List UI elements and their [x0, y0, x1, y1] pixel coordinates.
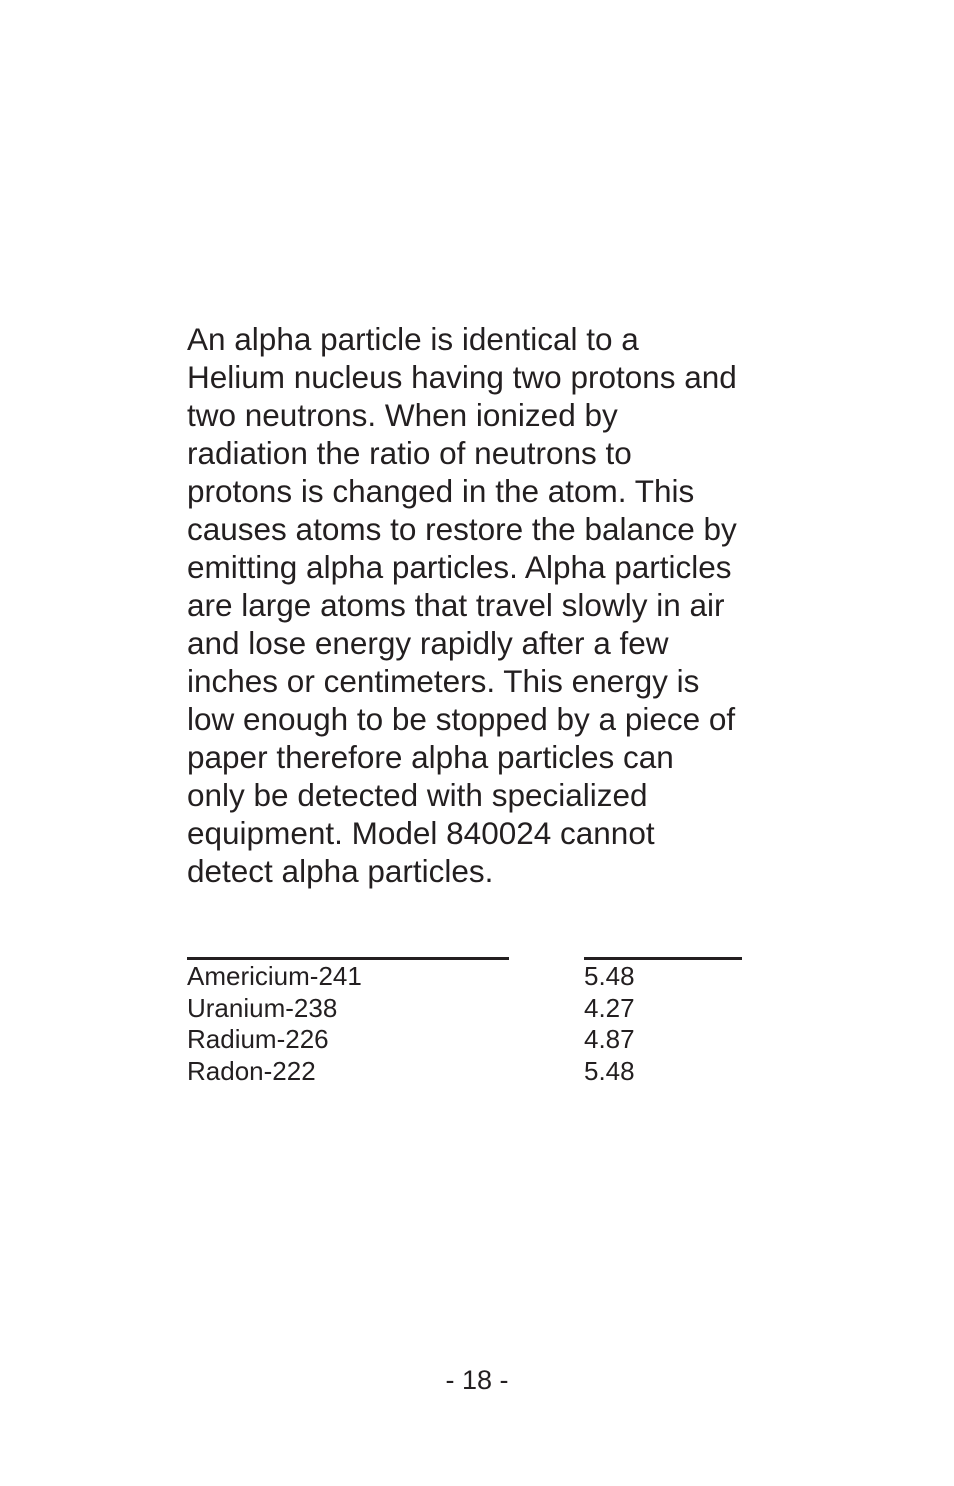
paragraph-line: and lose energy rapidly after a few: [187, 625, 669, 661]
isotope-energy: 5.48: [584, 1056, 635, 1087]
isotope-name: Radon-222: [187, 1056, 316, 1087]
isotope-column-rule: [187, 957, 509, 960]
body-paragraph: [187, 320, 787, 890]
paragraph-line: are large atoms that travel slowly in air: [187, 587, 725, 623]
paragraph-line: paper therefore alpha particles can: [187, 739, 674, 775]
isotope-name: Radium-226: [187, 1024, 329, 1055]
isotope-energy: 5.48: [584, 961, 635, 991]
energy-column-rule: [584, 957, 742, 960]
table-row: [187, 961, 747, 993]
table-row: [187, 993, 747, 1025]
paragraph-line: radiation the ratio of neutrons to: [187, 435, 632, 471]
isotope-name: Uranium-238: [187, 992, 338, 1023]
paragraph-line: Helium nucleus having two protons and: [187, 359, 737, 395]
table-row: [187, 1024, 747, 1056]
isotope-name: Americium-241: [187, 961, 362, 991]
paragraph-line: low enough to be stopped by a piece of: [187, 701, 736, 737]
paragraph-line: equipment. Model 840024 cannot: [187, 815, 655, 851]
paragraph-line: detect alpha particles.: [187, 853, 494, 889]
isotope-energy: 4.27: [584, 992, 635, 1023]
isotope-energy: 4.87: [584, 1024, 635, 1055]
paragraph-line: inches or centimeters. This energy is: [187, 663, 700, 699]
paragraph-line: emitting alpha particles. Alpha particles: [187, 549, 732, 585]
paragraph-line: An alpha particle is identical to a: [187, 321, 639, 357]
paragraph-line: two neutrons. When ionized by: [187, 397, 618, 433]
page-number: - 18 -: [445, 1365, 509, 1395]
table-row: [187, 1056, 747, 1088]
isotope-table: [187, 961, 747, 1088]
paragraph-line: causes atoms to restore the balance by: [187, 511, 737, 547]
paragraph-line: only be detected with specialized: [187, 777, 648, 813]
paragraph-line: protons is changed in the atom. This: [187, 473, 695, 509]
